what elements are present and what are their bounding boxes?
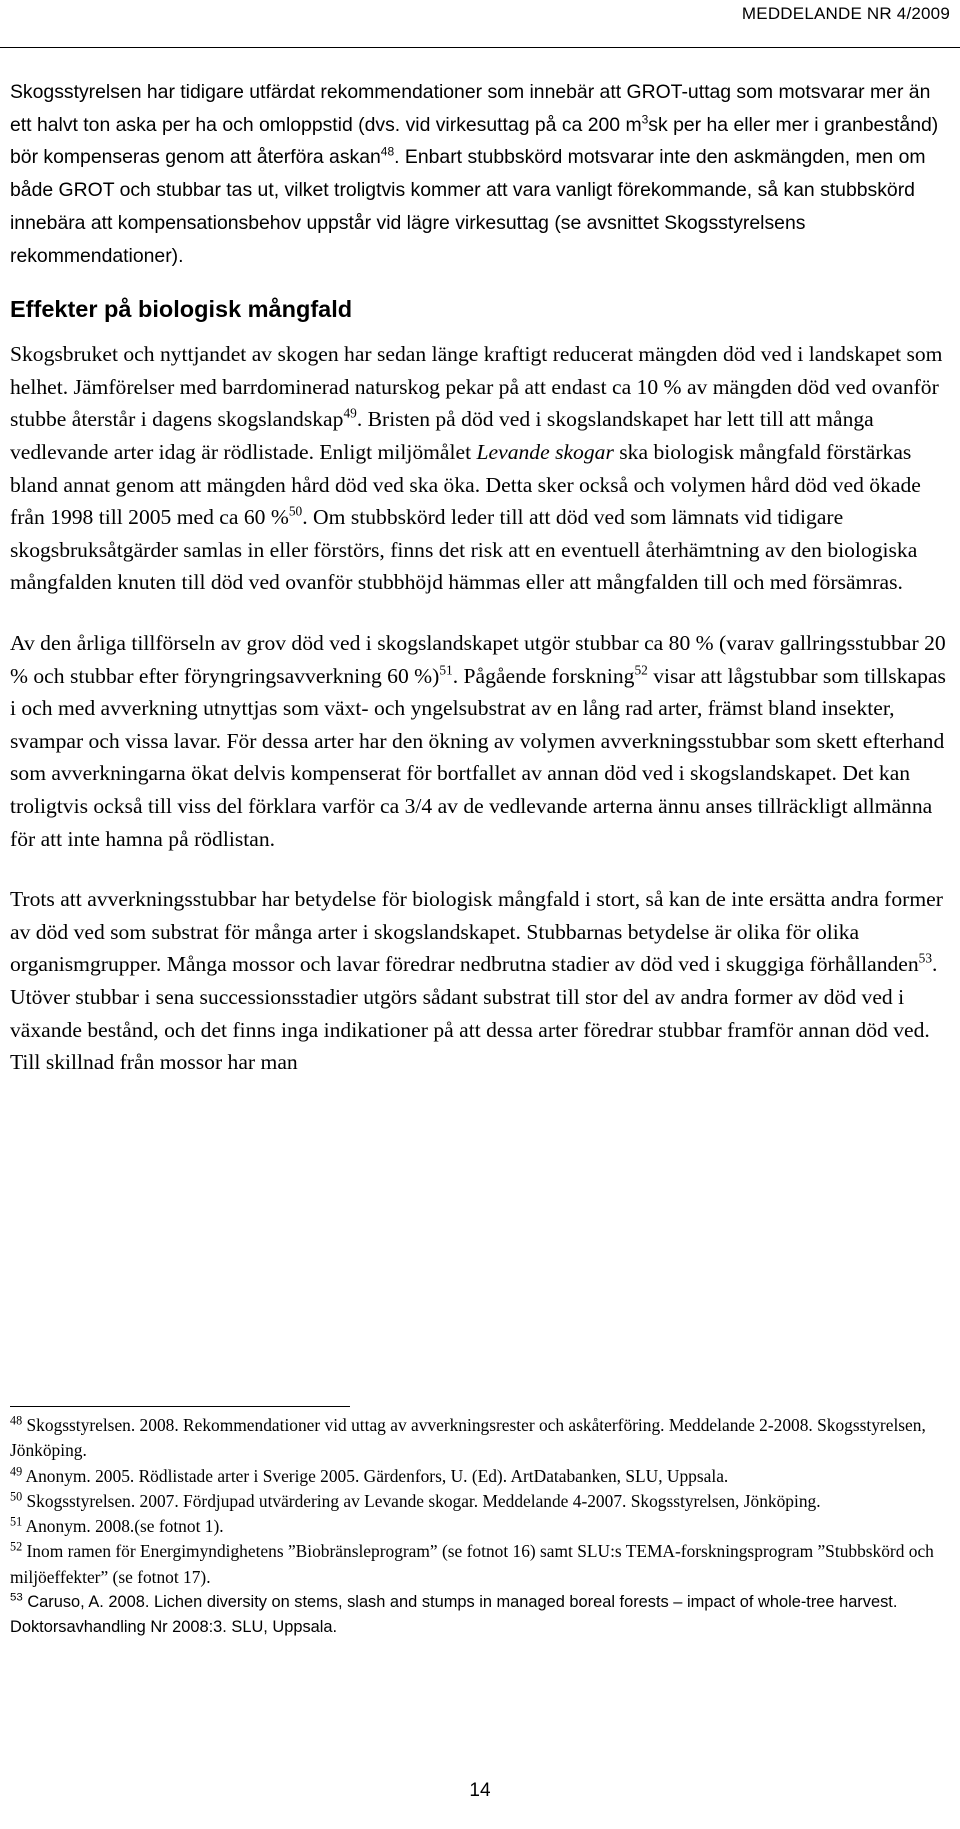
footnote-number: 49 <box>10 1463 23 1478</box>
footnote-ref-51[interactable]: 51 <box>439 662 453 678</box>
footnote-number: 51 <box>10 1514 23 1529</box>
footnote-text: Inom ramen för Energimyndighetens ”Biobränsleprogram” (se fotnot 16) samt SLU:s TEMA-forskningsprogram ”Stubbskörd och miljöeffekter” (se fotnot 17). <box>10 1541 934 1587</box>
footnote-50 <box>10 1489 948 1514</box>
footnote-text: Skogsstyrelsen. 2007. Fördjupad utvärdering av Levande skogar. Meddelande 4-2007. Skogsstyrelsen, Jönköping. <box>26 1490 821 1511</box>
footnote-ref-48[interactable]: 48 <box>380 144 395 159</box>
footnote-text: Anonym. 2005. Rödlistade arter i Sverige 2005. Gärdenfors, U. (Ed). ArtDatabanken, SLU, Uppsala. <box>25 1465 729 1486</box>
footnote-51 <box>10 1514 948 1539</box>
footnote-52 <box>10 1539 948 1590</box>
para4-text-a: Trots att avverkningsstubbar har betydelse för biologisk mångfald i stort, så kan de inte ersätta andra former av död ved som substrat för många arter i skogslandskapet. Stubbarnas betydelse är olika för olika organismgrupper. Många mossor och lavar föredrar nedbrutna stadier av död ved i skuggiga förhållanden <box>10 887 943 977</box>
footnote-text: Skogsstyrelsen. 2008. Rekommendationer vid uttag av avverkningsrester och askåterföring. Meddelande 2-2008. Skogsstyrelsen, Jönköping. <box>10 1415 926 1461</box>
para2-italic-title: Levande skogar <box>476 440 614 464</box>
footnote-53 <box>10 1590 948 1641</box>
footnote-separator <box>10 1406 350 1407</box>
paragraph-dead-wood <box>10 338 948 599</box>
para2-text-d: . Om stubbskörd leder till att död ved som lämnats vid tidigare skogsbruksåtgärder samlas in eller förstörs, finns det risk att en eventuell återhämtning av den biologiska mångfalden knuten till död ved ovanför stubbhöjd hämmas eller att mångfalden till och med försämras. <box>10 505 918 595</box>
para3-text-a: Av den årliga tillförseln av grov död ved i skogslandskapet utgör stubbar ca 80 % (varav gallringsstubbar 20 % och stubbar efter föryngringsavverkning 60 %) <box>10 630 946 688</box>
footnote-number: 48 <box>10 1413 23 1428</box>
section-heading: Effekter på biologisk mångfald <box>10 296 353 323</box>
page-header <box>0 0 960 48</box>
para2-text-c: ska biologisk mångfald förstärkas bland annat genom att mängden hård död ved ska öka. Detta sker också och volymen hård död ved ökade från 1998 till 2005 med ca 60 % <box>10 440 921 530</box>
header-title: MEDDELANDE NR 4/2009 <box>741 4 950 23</box>
para1-text-b: sk per ha eller mer i granbestånd) bör kompenseras genom att återföra askan <box>10 113 939 169</box>
footnote-ref-53[interactable]: 53 <box>918 951 933 967</box>
para4-text-b: . Utöver stubbar i sena successionsstadier utgörs sådant substrat till stor del av andra former av död ved i växande bestånd, och det finns inga indikationer på att dessa arter föredrar stubbar framför annan död ved. Till skillnad från mossor har man <box>10 952 938 1075</box>
footnote-text: Anonym. 2008.(se fotnot 1). <box>25 1516 224 1537</box>
footnote-ref-49[interactable]: 49 <box>343 406 357 422</box>
footnote-ref-52[interactable]: 52 <box>634 662 648 678</box>
footnotes-section <box>10 1406 948 1641</box>
page-number: 14 <box>469 1780 491 1801</box>
para2-text-a: Skogsbruket och nyttjandet av skogen har sedan länge kraftigt reducerat mängden död ved i landskapet som helhet. Jämförelser med barrdominerad naturskog pekar på att endast ca 10 % av mängden död ved ovanför stubbe återstår i dagens skogslandskap <box>10 342 943 432</box>
body-content <box>10 76 948 1079</box>
footnote-text: Caruso, A. 2008. Lichen diversity on stems, slash and stumps in managed boreal forests – impact of whole-tree harvest. Doktorsavhandling Nr 2008:3. SLU, Uppsala. <box>10 1593 898 1637</box>
para1-text-a: Skogsstyrelsen har tidigare utfärdat rekommendationer som innebär att GROT-uttag som motsvarar mer än ett halvt ton aska per ha och omloppstid (dvs. vid virkesuttag på ca 200 m <box>10 81 931 136</box>
footnote-48 <box>10 1413 948 1464</box>
footnote-number: 53 <box>10 1591 23 1604</box>
para1-text-c: . Enbart stubbskörd motsvarar inte den askmängden, men om både GROT och stubbar tas ut, vilket troligtvis kommer att vara vanligt förekommande, så kan stubbskörd innebära att kompensationsbehov uppstår vid lägre virkesuttag (se avsnittet Skogsstyrelsens rekommendationer). <box>10 146 926 267</box>
paragraph-substrate <box>10 883 948 1079</box>
paragraph-grot-ash <box>10 76 948 272</box>
footnote-ref-50[interactable]: 50 <box>288 503 303 519</box>
para3-text-c: visar att lågstubbar som tillskapas i och med avverkning utnyttjas som växt- och yngelsubstrat av en lång rad arter, främst bland insekter, svampar och vissa lavar. För dessa arter har den ökning av volymen avverkningsstubbar som skett efterhand som avverkningarna ökat delvis kompenserat för bortfallet av annan död ved i skogslandskapet. Det kan troligtvis också till viss del förklara varför ca 3/4 av de vedlevande arterna ännu anses tillräckligt allmänna för att inte hamna på rödlistan. <box>10 663 946 851</box>
para3-text-b: . Pågående forskning <box>452 663 635 688</box>
para2-text-b: . Bristen på död ved i skogslandskapet har lett till att många vedlevande arter idag är rödlistade. Enligt miljömålet <box>10 407 874 464</box>
superscript-cubic: 3 <box>641 112 649 127</box>
footnote-number: 50 <box>10 1489 23 1504</box>
footnote-49 <box>10 1464 948 1489</box>
footnote-number: 52 <box>10 1539 23 1554</box>
paragraph-stumps-share <box>10 627 948 855</box>
